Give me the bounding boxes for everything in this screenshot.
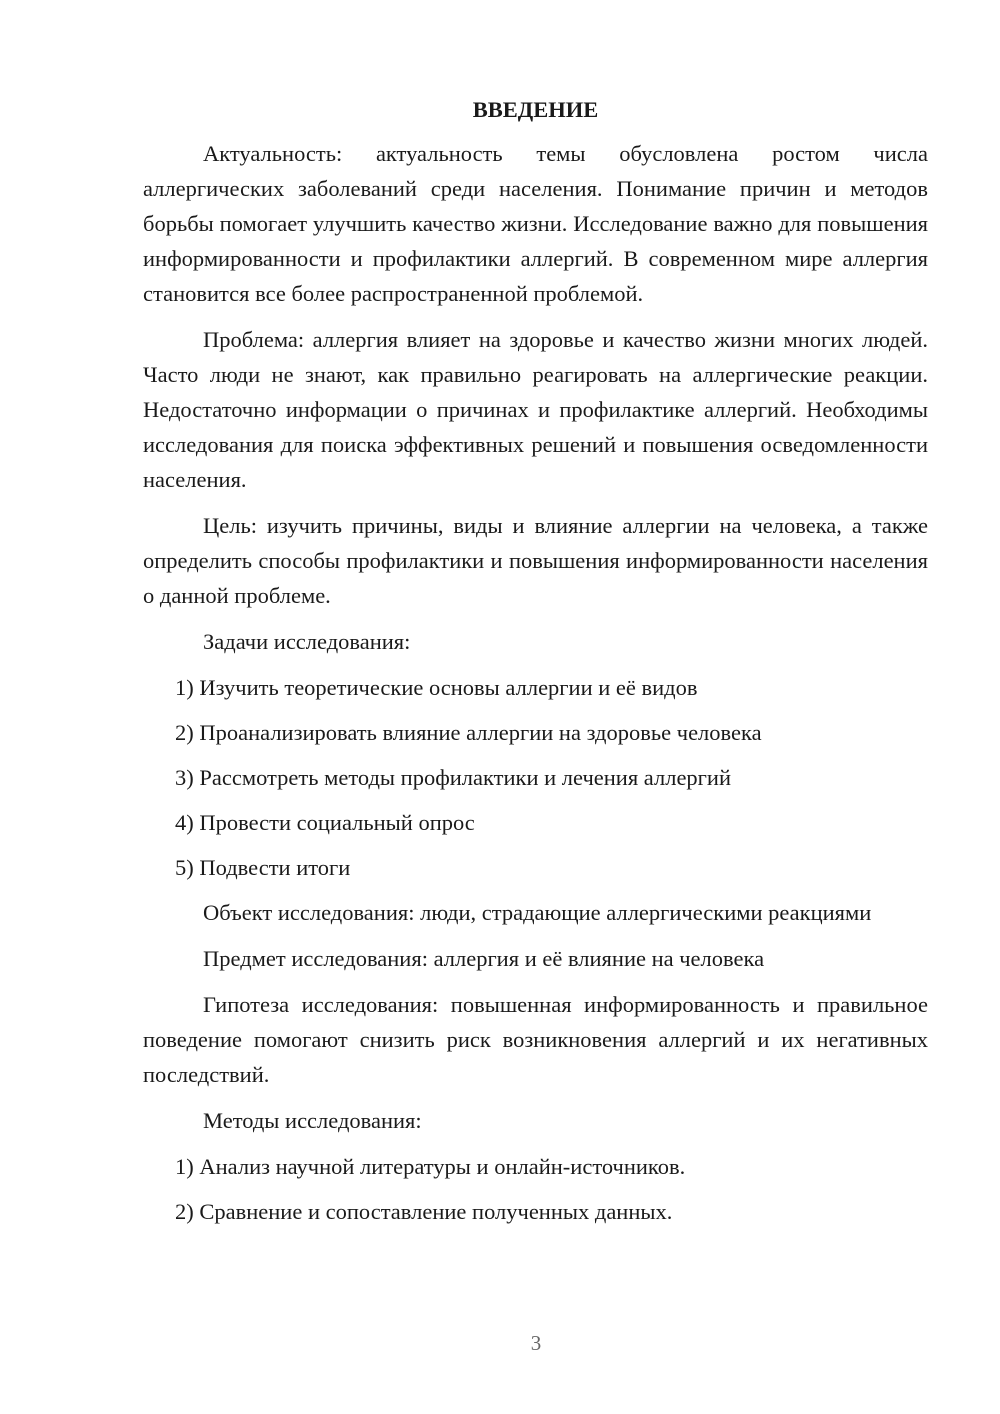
list-item: 1) Анализ научной литературы и онлайн-источников. bbox=[175, 1154, 686, 1179]
list-item: 3) Рассмотреть методы профилактики и лечения аллергий bbox=[175, 765, 731, 790]
subject-paragraph: Предмет исследования: аллергия и её влияние на человека bbox=[203, 946, 765, 971]
methods-heading: Методы исследования: bbox=[203, 1108, 422, 1133]
page-title: ВВЕДЕНИЕ bbox=[472, 97, 599, 122]
list-item: 1) Изучить теоретические основы аллергии и её видов bbox=[175, 675, 698, 700]
tasks-heading: Задачи исследования: bbox=[203, 629, 411, 654]
problem-paragraph: Проблема: аллергия влияет на здоровье и качество жизни многих людей. Часто люди не знают, как правильно реагировать на аллергические реакции. Недостаточно информации о причинах и профилактике аллергий. Необходимы исследования для поиска эффективных решений и повышения осведомленности населения. bbox=[143, 327, 928, 492]
hypothesis-paragraph: Гипотеза исследования: повышенная информированность и правильное поведение помогают снизить риск возникновения аллергий и их негативных последствий. bbox=[143, 992, 928, 1087]
object-paragraph: Объект исследования: люди, страдающие аллергическими реакциями bbox=[203, 900, 872, 925]
page-number: 3 bbox=[530, 1331, 542, 1355]
page-content bbox=[143, 92, 928, 1239]
list-item: 4) Провести социальный опрос bbox=[175, 810, 475, 835]
list-item: 5) Подвести итоги bbox=[175, 855, 351, 880]
relevance-paragraph: Актуальность: актуальность темы обусловлена ростом числа аллергических заболеваний среди населения. Понимание причин и методов борьбы помогает улучшить качество жизни. Исследование важно для повышения информированности и профилактики аллергий. В современном мире аллергия становится все более распространенной проблемой. bbox=[143, 141, 928, 306]
tasks-list bbox=[143, 670, 928, 885]
list-item: 2) Сравнение и сопоставление полученных данных. bbox=[175, 1199, 673, 1224]
list-item: 2) Проанализировать влияние аллергии на здоровье человека bbox=[175, 720, 762, 745]
methods-list bbox=[143, 1149, 928, 1229]
goal-paragraph: Цель: изучить причины, виды и влияние аллергии на человека, а также определить способы профилактики и повышения информированности населения о данной проблеме. bbox=[143, 513, 928, 608]
